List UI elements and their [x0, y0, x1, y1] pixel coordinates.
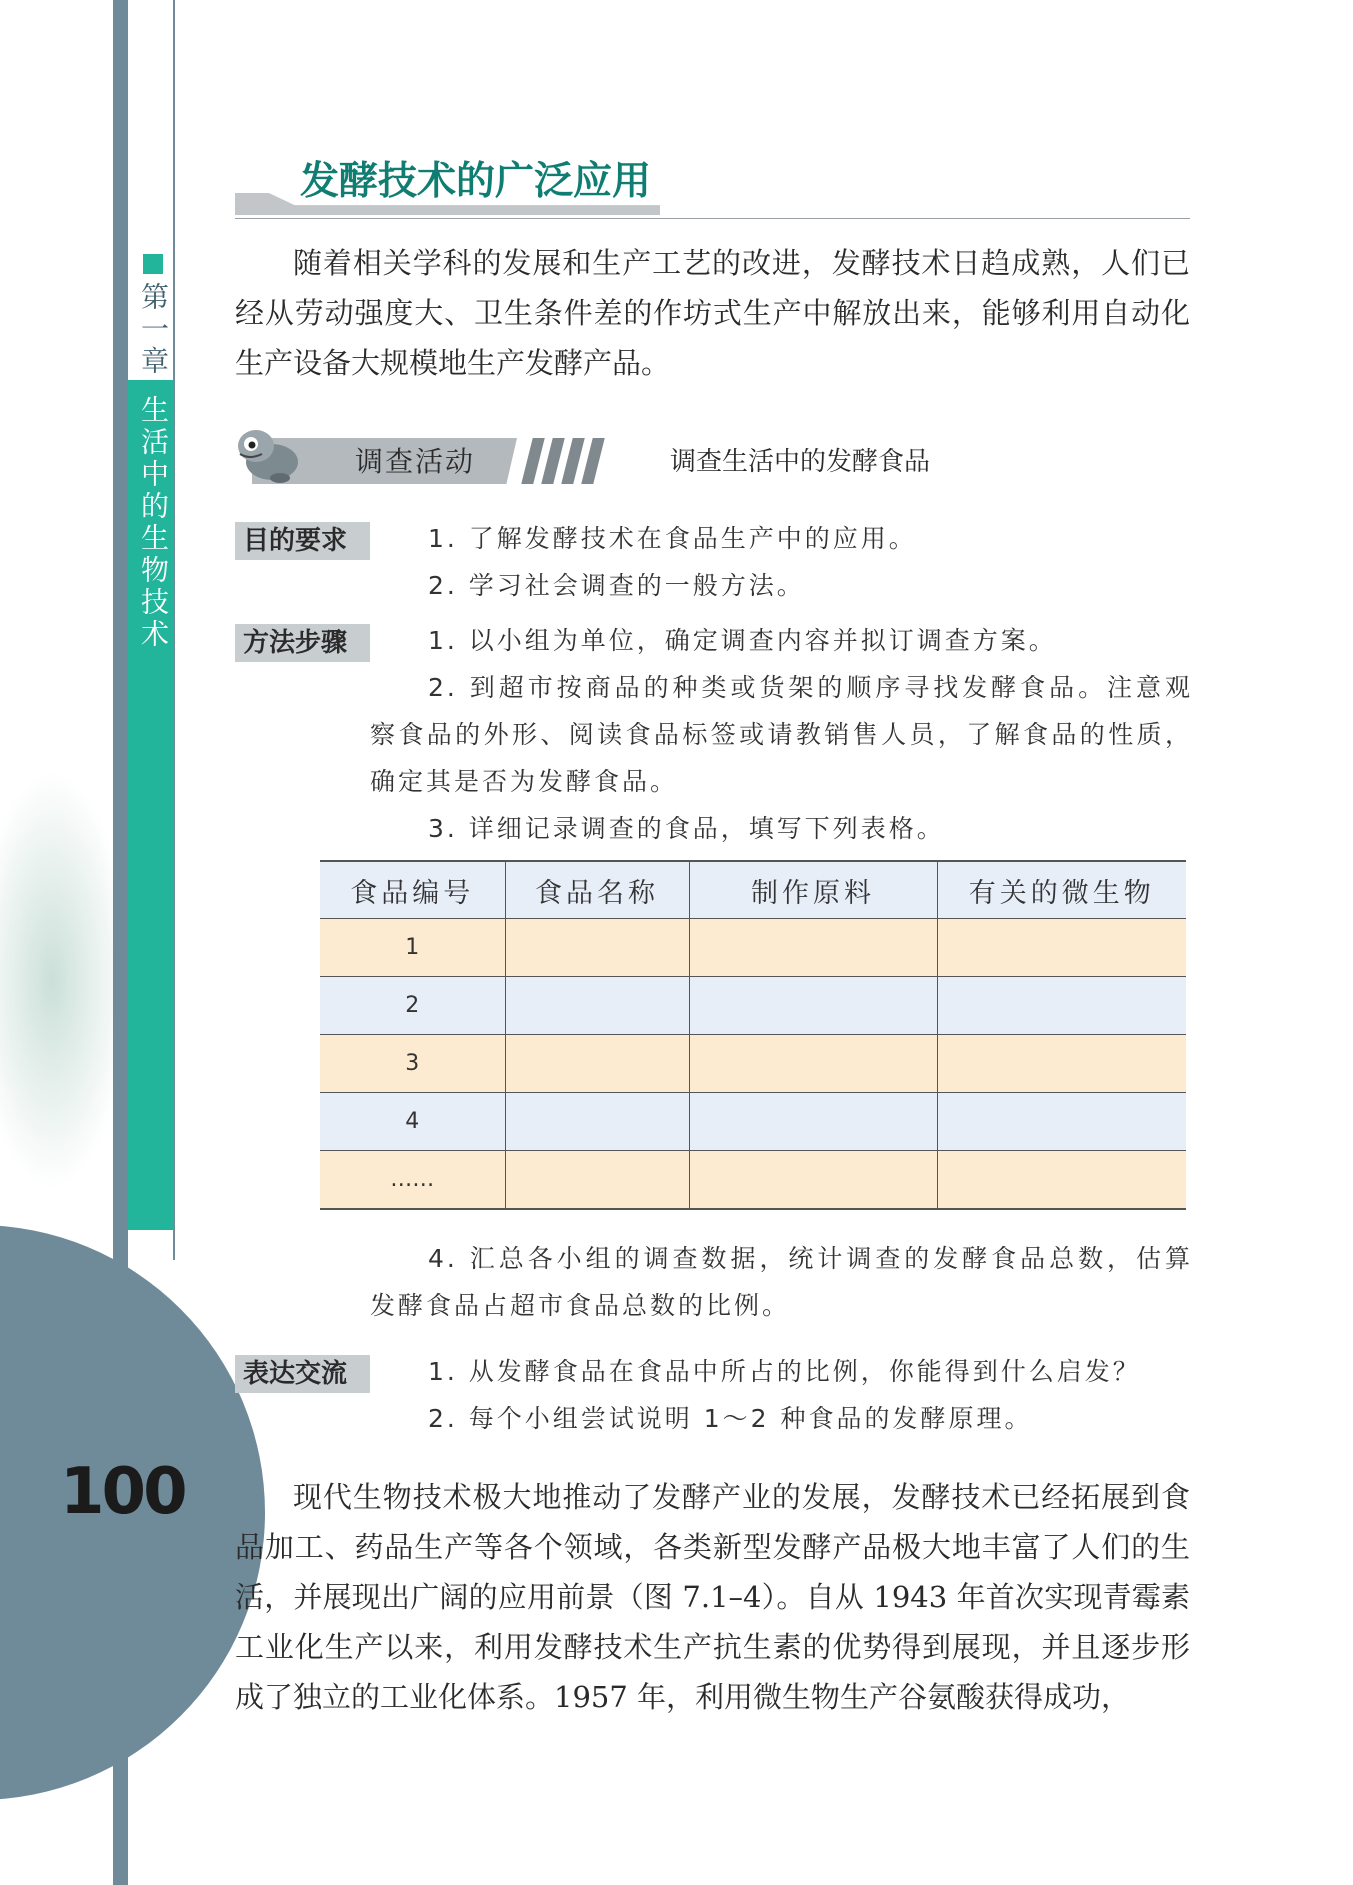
table-header: 食品编号	[320, 861, 505, 919]
table-cell[interactable]	[937, 1093, 1186, 1151]
table-cell[interactable]	[937, 1035, 1186, 1093]
table-cell[interactable]	[937, 977, 1186, 1035]
discussion-item: 2. 每个小组尝试说明 1～2 种食品的发酵原理。	[428, 1404, 1033, 1433]
row-number: 2	[320, 977, 505, 1035]
goals-tag: 目的要求	[235, 522, 370, 560]
table-cell[interactable]	[689, 1093, 937, 1151]
banner-stripe	[541, 438, 564, 484]
table-row	[320, 1093, 1186, 1151]
row-number: 3	[320, 1035, 505, 1093]
table-header: 有关的微生物	[937, 861, 1186, 919]
goal-item: 1. 了解发酵技术在食品生产中的应用。	[428, 524, 917, 553]
discussion-tag: 表达交流	[235, 1355, 370, 1393]
banner-stripe	[521, 438, 544, 484]
table-cell[interactable]	[505, 1035, 689, 1093]
discussion-item: 1. 从发酵食品在食品中所占的比例，你能得到什么启发？	[428, 1357, 1141, 1386]
closing-paragraph: 现代生物技术极大地推动了发酵产业的发展，发酵技术已经拓展到食品加工、药品生产等各个领域，各类新型发酵产品极大地丰富了人们的生活，并展现出广阔的应用前景（图 7.1–4）。自从 1943 年首次实现青霉素工业化生产以来，利用发酵技术生产抗生素的优势得到展现，并且逐步形成了独立的工业化体系。1957 年，利用微生物生产谷氨酸获得成功，	[235, 1480, 1190, 1714]
table-cell[interactable]	[689, 1151, 937, 1210]
method-step-2: 2. 到超市按商品的种类或货架的顺序寻找发酵食品。注意观察食品的外形、阅读食品标签或请教销售人员，了解食品的性质，确定其是否为发酵食品。	[370, 673, 1193, 796]
table-row	[320, 919, 1186, 977]
title-rule	[235, 218, 1190, 219]
table-cell[interactable]	[937, 1151, 1186, 1210]
banner-stripe	[561, 438, 584, 484]
section-title: 发酵技术的广泛应用	[300, 159, 652, 204]
method-step-3: 3. 详细记录调查的食品，填写下列表格。	[428, 814, 945, 843]
food-survey-table	[320, 860, 1186, 1210]
table-cell[interactable]	[689, 977, 937, 1035]
table-row	[320, 1151, 1186, 1210]
page-number: 100	[60, 1455, 185, 1529]
goal-item: 2. 学习社会调查的一般方法。	[428, 571, 805, 600]
table-cell[interactable]	[505, 1093, 689, 1151]
table-row	[320, 1035, 1186, 1093]
table-cell[interactable]	[505, 1151, 689, 1210]
chapter-marker	[143, 254, 163, 274]
background-wash	[0, 770, 130, 1190]
row-number: ……	[320, 1151, 505, 1210]
activity-label: 调查活动	[355, 445, 476, 478]
side-line	[173, 0, 175, 1260]
table-cell[interactable]	[689, 1035, 937, 1093]
method-step-4: 4. 汇总各小组的调查数据，统计调查的发酵食品总数，估算发酵食品占超市食品总数的比例。	[370, 1244, 1193, 1320]
table-cell[interactable]	[505, 919, 689, 977]
table-header: 食品名称	[505, 861, 689, 919]
intro-paragraph: 随着相关学科的发展和生产工艺的改进，发酵技术日趋成熟，人们已经从劳动强度大、卫生条件差的作坊式生产中解放出来，能够利用自动化生产设备大规模地生产发酵产品。	[235, 246, 1190, 380]
method-step-1: 1. 以小组为单位，确定调查内容并拟订调查方案。	[428, 626, 1057, 655]
table-header-row	[320, 861, 1186, 919]
table-cell[interactable]	[505, 977, 689, 1035]
table-cell[interactable]	[937, 919, 1186, 977]
mascot-icon	[232, 420, 302, 486]
chapter-prefix: 第一章	[137, 282, 170, 378]
table-cell[interactable]	[689, 919, 937, 977]
table-header: 制作原料	[689, 861, 937, 919]
method-tag: 方法步骤	[235, 624, 370, 662]
row-number: 4	[320, 1093, 505, 1151]
chapter-title: 生活中的生物技术	[137, 395, 170, 651]
table-row	[320, 977, 1186, 1035]
row-number: 1	[320, 919, 505, 977]
activity-topic: 调查生活中的发酵食品	[670, 447, 931, 477]
banner-stripe	[581, 438, 604, 484]
